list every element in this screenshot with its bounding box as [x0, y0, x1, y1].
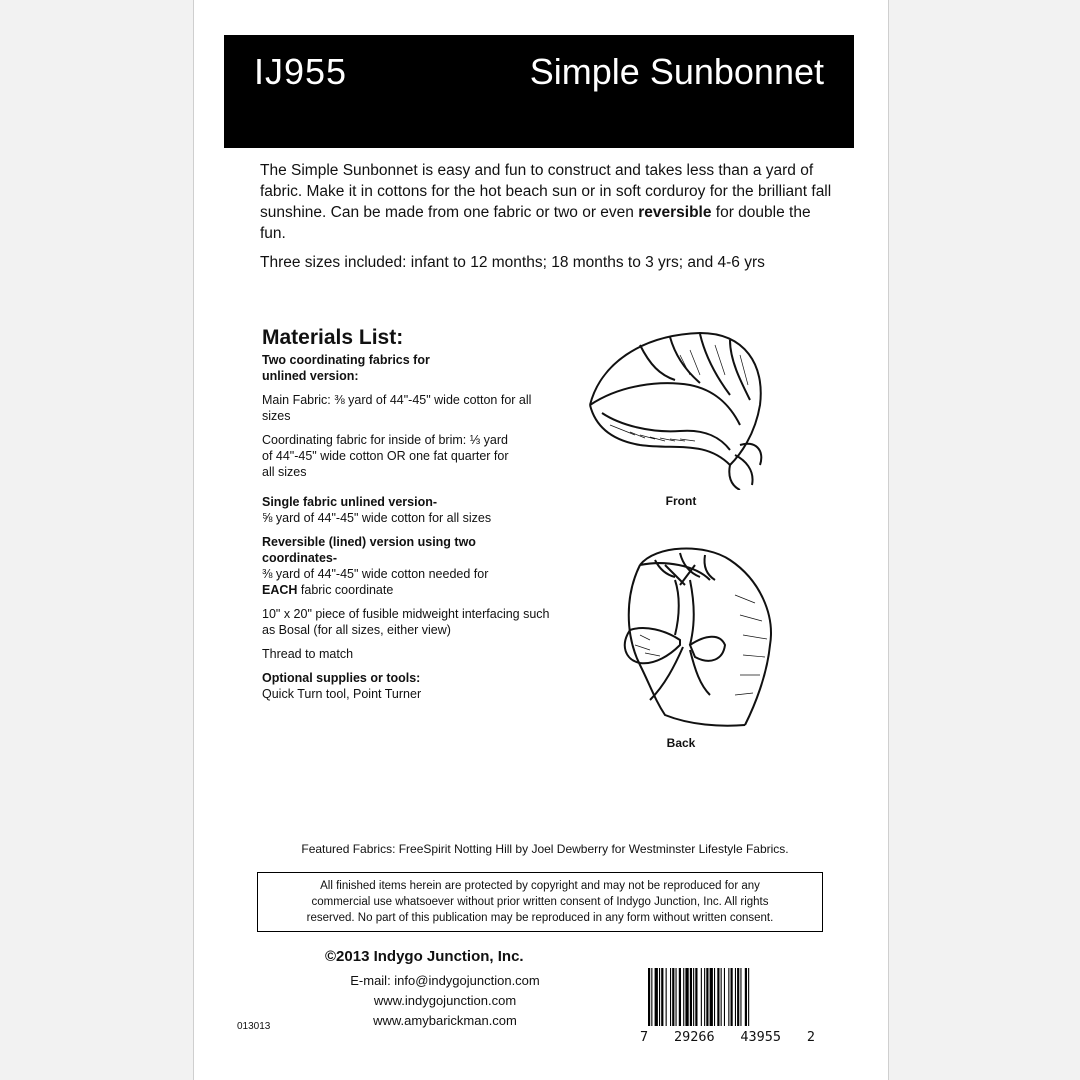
- materials-item: Thread to match: [262, 647, 354, 661]
- barcode: [640, 968, 815, 1048]
- print-code: 013013: [237, 1021, 271, 1032]
- barcode-bar: [710, 968, 713, 1026]
- barcode-bar: [740, 968, 741, 1026]
- materials-item: [262, 566, 562, 598]
- barcode-bar: [728, 968, 729, 1026]
- materials-item-bold: EACH: [262, 583, 298, 597]
- barcode-digit-group: 7: [640, 1029, 649, 1045]
- title-banner: [224, 35, 854, 148]
- barcode-bar: [690, 968, 692, 1026]
- contact-block: [300, 948, 590, 1031]
- email-line: E-mail: info@indygojunction.com: [350, 973, 540, 988]
- copyright-line: ©2013 Indygo Junction, Inc.: [325, 948, 524, 965]
- copyright-notice-box: [257, 872, 823, 932]
- materials-item: Main Fabric: ⅜ yard of 44"-45" wide cotton for all sizes: [262, 393, 532, 423]
- barcode-bar: [717, 968, 719, 1026]
- barcode-bar: [721, 968, 722, 1026]
- barcode-digit-group: 29266: [673, 1029, 715, 1045]
- intro-text-a: The Simple Sunbonnet is easy and fun to construct and takes less than a yard of fabric. Make it in cottons for the hot beach sun or in soft corduroy for the brilliant fall sunshine. Can be made from one fabric or two or even: [260, 162, 832, 221]
- barcode-bar: [666, 968, 667, 1026]
- legal-line: reserved. No part of this publication may be reproduced in any form without written consent.: [306, 912, 774, 924]
- barcode-bar: [735, 968, 736, 1026]
- pattern-title: Simple Sunbonnet: [529, 51, 824, 92]
- barcode-digits: [640, 1029, 815, 1045]
- barcode-bar: [683, 968, 684, 1026]
- barcode-bar: [704, 968, 705, 1026]
- barcode-bar: [701, 968, 702, 1026]
- materials-item: Quick Turn tool, Point Turner: [262, 687, 422, 701]
- materials-item: 10" x 20" piece of fusible midweight interfacing such as Bosal (for all sizes, either view): [262, 607, 550, 637]
- intro-text-b: for double the fun.: [260, 204, 811, 242]
- front-bonnet-illustration: [580, 325, 780, 490]
- website-link: www.amybarickman.com: [373, 1013, 517, 1028]
- barcode-bar: [695, 968, 697, 1026]
- materials-heading: Materials List:: [262, 326, 404, 349]
- website-link: www.indygojunction.com: [373, 993, 517, 1008]
- materials-subhead: Single fabric unlined version-: [262, 495, 438, 509]
- barcode-bar: [748, 968, 749, 1026]
- intro-paragraph: [260, 160, 840, 244]
- barcode-bar: [655, 968, 658, 1026]
- materials-subhead: Reversible (lined) version using two coordinates-: [262, 535, 476, 565]
- barcode-bar: [676, 968, 677, 1026]
- barcode-digit-group: 43955: [740, 1029, 782, 1045]
- materials-subhead: Two coordinating fabrics for unlined version:: [262, 353, 430, 383]
- barcode-bar: [685, 968, 688, 1026]
- barcode-bar: [648, 968, 650, 1026]
- barcode-bar: [661, 968, 663, 1026]
- barcode-bar: [737, 968, 739, 1026]
- barcode-bar: [724, 968, 725, 1026]
- back-caption: Back: [666, 736, 696, 750]
- barcode-bar: [659, 968, 660, 1026]
- materials-item: Coordinating fabric for inside of brim: ⅓ yard of 44"-45" wide cotton OR one fat quarter for all sizes: [262, 433, 509, 479]
- barcode-bar: [672, 968, 674, 1026]
- materials-item-a: ⅜ yard of 44"-45" wide cotton needed for: [262, 567, 489, 581]
- intro-text: [260, 160, 840, 281]
- barcode-bars: [640, 968, 815, 1028]
- pattern-code: IJ955: [254, 51, 348, 92]
- barcode-bar: [670, 968, 671, 1026]
- front-caption: Front: [665, 494, 697, 508]
- materials-list: [262, 326, 562, 702]
- intro-bold: reversible: [638, 204, 712, 221]
- barcode-digit-group: 2: [806, 1029, 815, 1045]
- back-bonnet-illustration: [595, 535, 790, 735]
- barcode-bar: [731, 968, 733, 1026]
- barcode-bar: [693, 968, 694, 1026]
- materials-item-c: fabric coordinate: [297, 583, 394, 597]
- sizes-text: Three sizes included: infant to 12 months; 18 months to 3 yrs; and 4-6 yrs: [260, 254, 765, 271]
- materials-subhead: Optional supplies or tools:: [262, 671, 421, 685]
- barcode-bar: [706, 968, 708, 1026]
- barcode-bar: [651, 968, 652, 1026]
- legal-line: commercial use whatsoever without prior written consent of Indygo Junction, Inc. All rights: [311, 896, 769, 908]
- barcode-bar: [745, 968, 747, 1026]
- barcode-bar: [714, 968, 715, 1026]
- materials-item: ⅝ yard of 44"-45" wide cotton for all sizes: [262, 511, 492, 525]
- featured-fabrics: Featured Fabrics: FreeSpirit Notting Hill by Joel Dewberry for Westminster Lifestyle Fabrics.: [301, 842, 789, 856]
- barcode-bar: [679, 968, 681, 1026]
- legal-line: All finished items herein are protected by copyright and may not be reproduced for any: [320, 880, 760, 892]
